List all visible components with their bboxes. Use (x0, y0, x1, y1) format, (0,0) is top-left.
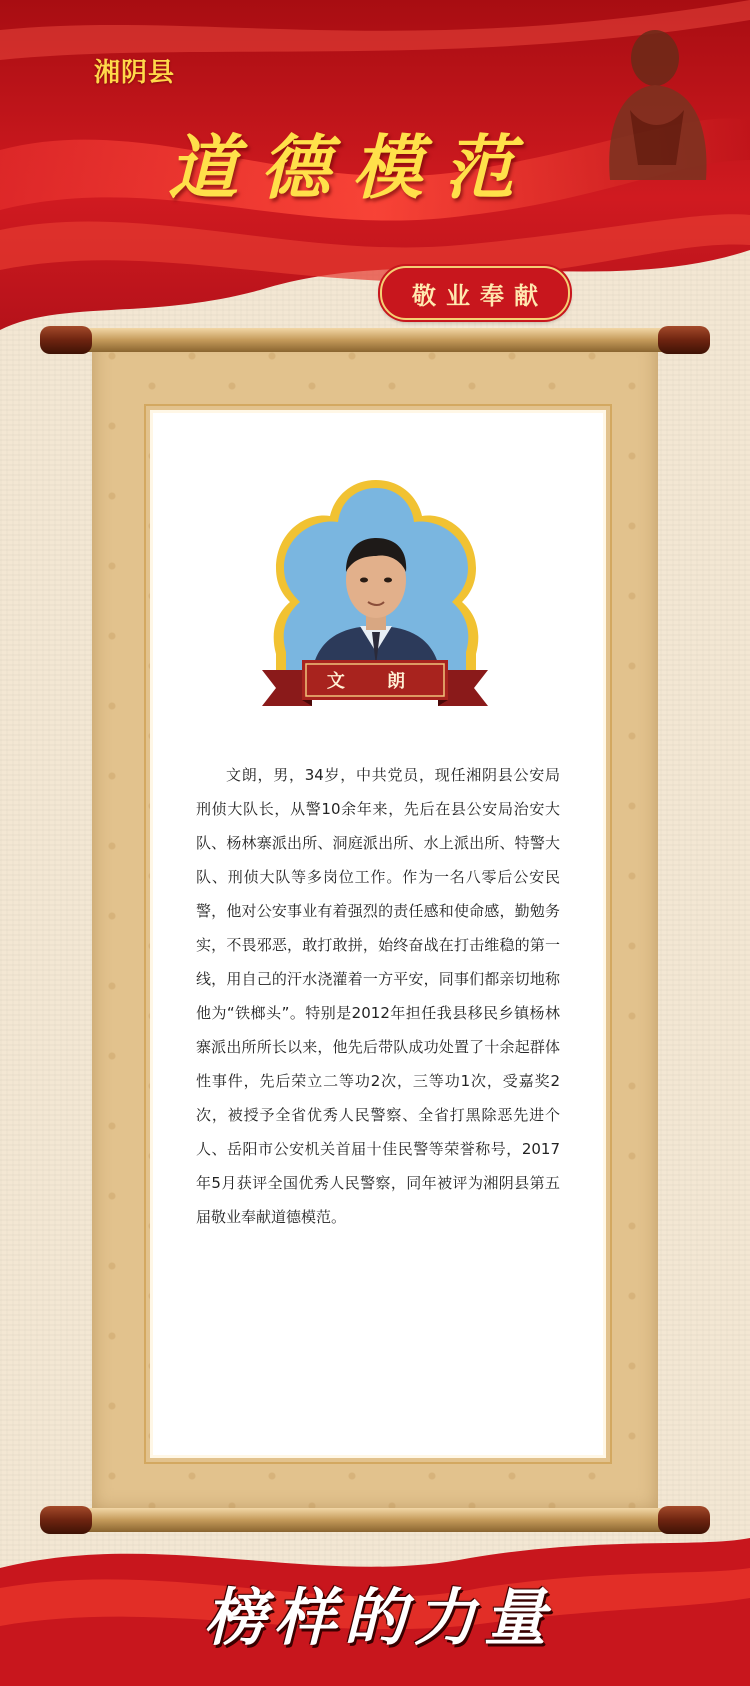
biography-text: 文朗，男，34岁，中共党员，现任湘阴县公安局刑侦大队长，从警10余年来，先后在县公安局治安大队、杨林寨派出所、洞庭派出所、水上派出所、特警大队、刑侦大队等多岗位工作。作为一名八零后公安民警，他对公安事业有着强烈的责任感和使命感，勤勉务实，不畏邪恶，敢打敢拼，始终奋战在打击维稳的第一线，用自己的汗水浇灌着一方平安，同事们都亲切地称他为“铁榔头”。特别是2012年担任我县移民乡镇杨林寨派出所所长以来，他先后带队成功处置了十余起群体性事件，先后荣立二等功2次，三等功1次，受嘉奖2次，被授予全省优秀人民警察、全省打黑除恶先进个人、岳阳市公安机关首届十佳民警等荣誉称号，2017年5月获评全国优秀人民警察，同年被评为湘阴县第五届敬业奉献道德模范。 (196, 766, 560, 1226)
footer-slogan: 榜样的力量 (204, 1581, 555, 1654)
region-label: 湘阴县 (94, 58, 176, 88)
category-badge (380, 266, 570, 320)
category-label: 敬业奉献 (412, 280, 548, 310)
person-name: 文 朗 (326, 671, 424, 692)
top-scroll-roller (40, 322, 710, 358)
main-title: 道德模范 (168, 126, 536, 209)
